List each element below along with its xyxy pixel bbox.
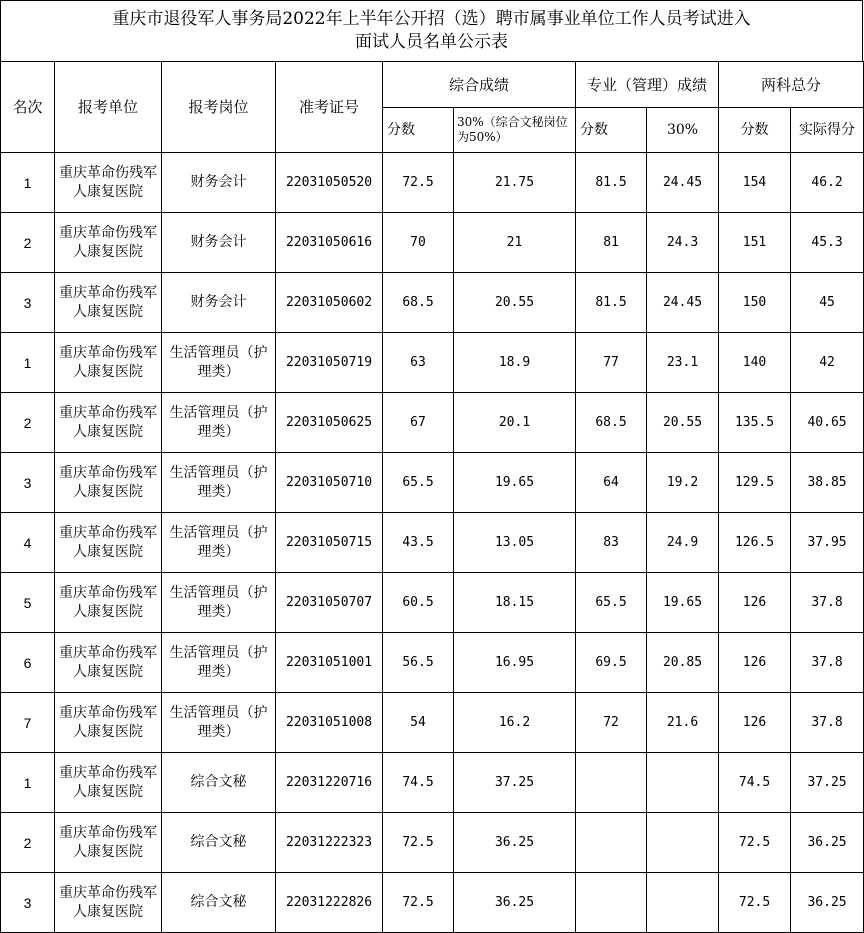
results-body: [1, 153, 864, 933]
cell-actual: 40.65: [791, 393, 864, 453]
cell-composite-score: 74.5: [383, 753, 454, 813]
cell-ticket: 22031050719: [276, 333, 383, 393]
cell-total-score: 154: [719, 153, 791, 213]
cell-rank: 1: [1, 333, 55, 393]
cell-unit: 重庆革命伤残军人康复医院: [55, 513, 162, 573]
cell-unit: 重庆革命伤残军人康复医院: [55, 873, 162, 933]
cell-ticket: 22031050520: [276, 153, 383, 213]
header-row-1: [1, 62, 864, 108]
cell-composite-pct: 13.05: [454, 513, 576, 573]
header-composite-score: 分数: [383, 108, 454, 153]
cell-actual: 38.85: [791, 453, 864, 513]
cell-professional-score: [576, 753, 647, 813]
header-professional: 专业（管理）成绩: [576, 62, 719, 108]
cell-total-score: 135.5: [719, 393, 791, 453]
header-composite-pct: 30%（综合文秘岗位为50%）: [454, 108, 576, 153]
cell-professional-pct: 20.55: [647, 393, 719, 453]
cell-composite-pct: 21.75: [454, 153, 576, 213]
cell-composite-pct: 37.25: [454, 753, 576, 813]
table-row: [1, 273, 864, 333]
header-composite: 综合成绩: [383, 62, 576, 108]
header-rank: 名次: [1, 62, 55, 153]
cell-composite-score: 43.5: [383, 513, 454, 573]
cell-actual: 42: [791, 333, 864, 393]
cell-composite-pct: 16.95: [454, 633, 576, 693]
cell-professional-score: 72: [576, 693, 647, 753]
cell-ticket: 22031050707: [276, 573, 383, 633]
cell-rank: 4: [1, 513, 55, 573]
cell-ticket: 22031050602: [276, 273, 383, 333]
cell-composite-score: 70: [383, 213, 454, 273]
cell-total-score: 140: [719, 333, 791, 393]
cell-professional-pct: 21.6: [647, 693, 719, 753]
cell-position: 财务会计: [162, 213, 276, 273]
cell-professional-pct: [647, 753, 719, 813]
table-row: [1, 693, 864, 753]
header-actual: 实际得分: [791, 108, 864, 153]
cell-actual: 36.25: [791, 873, 864, 933]
cell-total-score: 72.5: [719, 873, 791, 933]
cell-professional-score: 77: [576, 333, 647, 393]
cell-ticket: 22031050710: [276, 453, 383, 513]
cell-position: 生活管理员（护理类）: [162, 693, 276, 753]
cell-professional-pct: 24.9: [647, 513, 719, 573]
table-row: [1, 153, 864, 213]
results-table: [0, 61, 864, 933]
cell-rank: 5: [1, 573, 55, 633]
header-professional-score: 分数: [576, 108, 647, 153]
cell-ticket: 22031222826: [276, 873, 383, 933]
cell-professional-score: 65.5: [576, 573, 647, 633]
cell-rank: 3: [1, 453, 55, 513]
cell-ticket: 22031051001: [276, 633, 383, 693]
cell-position: 生活管理员（护理类）: [162, 333, 276, 393]
cell-professional-score: [576, 873, 647, 933]
cell-position: 财务会计: [162, 273, 276, 333]
cell-composite-score: 63: [383, 333, 454, 393]
cell-actual: 45.3: [791, 213, 864, 273]
cell-composite-score: 60.5: [383, 573, 454, 633]
cell-composite-pct: 20.55: [454, 273, 576, 333]
cell-ticket: 22031220716: [276, 753, 383, 813]
cell-position: 生活管理员（护理类）: [162, 513, 276, 573]
cell-unit: 重庆革命伤残军人康复医院: [55, 393, 162, 453]
cell-professional-pct: 23.1: [647, 333, 719, 393]
table-row: [1, 873, 864, 933]
cell-composite-pct: 18.9: [454, 333, 576, 393]
cell-professional-pct: [647, 873, 719, 933]
cell-composite-pct: 20.1: [454, 393, 576, 453]
cell-ticket: 22031222323: [276, 813, 383, 873]
table-row: [1, 633, 864, 693]
cell-position: 生活管理员（护理类）: [162, 633, 276, 693]
cell-professional-score: [576, 813, 647, 873]
cell-actual: 37.8: [791, 693, 864, 753]
cell-total-score: 126: [719, 633, 791, 693]
cell-composite-score: 72.5: [383, 153, 454, 213]
cell-unit: 重庆革命伤残军人康复医院: [55, 693, 162, 753]
cell-unit: 重庆革命伤残军人康复医院: [55, 753, 162, 813]
cell-total-score: 126.5: [719, 513, 791, 573]
header-total: 两科总分: [719, 62, 864, 108]
cell-ticket: 22031051008: [276, 693, 383, 753]
document-title: [0, 0, 863, 61]
cell-professional-pct: [647, 813, 719, 873]
cell-professional-score: 68.5: [576, 393, 647, 453]
cell-rank: 2: [1, 393, 55, 453]
cell-composite-pct: 21: [454, 213, 576, 273]
cell-professional-pct: 24.45: [647, 273, 719, 333]
cell-composite-pct: 19.65: [454, 453, 576, 513]
cell-total-score: 126: [719, 573, 791, 633]
cell-rank: 1: [1, 753, 55, 813]
cell-unit: 重庆革命伤残军人康复医院: [55, 813, 162, 873]
table-row: [1, 513, 864, 573]
cell-position: 财务会计: [162, 153, 276, 213]
cell-total-score: 126: [719, 693, 791, 753]
table-row: [1, 333, 864, 393]
cell-unit: 重庆革命伤残军人康复医院: [55, 153, 162, 213]
header-position: 报考岗位: [162, 62, 276, 153]
cell-professional-score: 81: [576, 213, 647, 273]
cell-position: 综合文秘: [162, 873, 276, 933]
cell-rank: 3: [1, 273, 55, 333]
header-unit: 报考单位: [55, 62, 162, 153]
table-row: [1, 213, 864, 273]
cell-unit: 重庆革命伤残军人康复医院: [55, 633, 162, 693]
table-row: [1, 573, 864, 633]
cell-rank: 7: [1, 693, 55, 753]
cell-unit: 重庆革命伤残军人康复医院: [55, 333, 162, 393]
cell-professional-score: 64: [576, 453, 647, 513]
cell-composite-score: 72.5: [383, 873, 454, 933]
title-line-1: 重庆市退役军人事务局2022年上半年公开招（选）聘市属事业单位工作人员考试进入: [112, 9, 751, 29]
cell-professional-pct: 24.3: [647, 213, 719, 273]
cell-position: 综合文秘: [162, 813, 276, 873]
cell-rank: 1: [1, 153, 55, 213]
cell-actual: 36.25: [791, 813, 864, 873]
cell-total-score: 151: [719, 213, 791, 273]
cell-professional-score: 81.5: [576, 273, 647, 333]
cell-position: 综合文秘: [162, 753, 276, 813]
cell-actual: 45: [791, 273, 864, 333]
cell-total-score: 150: [719, 273, 791, 333]
cell-rank: 3: [1, 873, 55, 933]
cell-composite-score: 65.5: [383, 453, 454, 513]
title-line-2: 面试人员名单公示表: [355, 32, 508, 52]
cell-position: 生活管理员（护理类）: [162, 453, 276, 513]
cell-composite-score: 67: [383, 393, 454, 453]
cell-professional-score: 81.5: [576, 153, 647, 213]
cell-professional-score: 69.5: [576, 633, 647, 693]
cell-composite-pct: 36.25: [454, 873, 576, 933]
cell-composite-pct: 16.2: [454, 693, 576, 753]
cell-composite-pct: 36.25: [454, 813, 576, 873]
header-total-score: 分数: [719, 108, 791, 153]
table-row: [1, 753, 864, 813]
cell-rank: 2: [1, 813, 55, 873]
cell-rank: 2: [1, 213, 55, 273]
cell-rank: 6: [1, 633, 55, 693]
cell-ticket: 22031050625: [276, 393, 383, 453]
table-row: [1, 393, 864, 453]
cell-actual: 37.95: [791, 513, 864, 573]
cell-composite-pct: 18.15: [454, 573, 576, 633]
cell-ticket: 22031050616: [276, 213, 383, 273]
cell-total-score: 129.5: [719, 453, 791, 513]
cell-total-score: 74.5: [719, 753, 791, 813]
cell-composite-score: 68.5: [383, 273, 454, 333]
cell-position: 生活管理员（护理类）: [162, 393, 276, 453]
table-row: [1, 813, 864, 873]
header-professional-pct: 30%: [647, 108, 719, 153]
cell-actual: 37.8: [791, 573, 864, 633]
cell-professional-pct: 20.85: [647, 633, 719, 693]
cell-position: 生活管理员（护理类）: [162, 573, 276, 633]
cell-unit: 重庆革命伤残军人康复医院: [55, 573, 162, 633]
cell-actual: 37.8: [791, 633, 864, 693]
cell-actual: 46.2: [791, 153, 864, 213]
cell-actual: 37.25: [791, 753, 864, 813]
cell-unit: 重庆革命伤残军人康复医院: [55, 273, 162, 333]
cell-total-score: 72.5: [719, 813, 791, 873]
cell-professional-pct: 19.2: [647, 453, 719, 513]
cell-unit: 重庆革命伤残军人康复医院: [55, 453, 162, 513]
cell-composite-score: 56.5: [383, 633, 454, 693]
cell-professional-pct: 24.45: [647, 153, 719, 213]
cell-ticket: 22031050715: [276, 513, 383, 573]
cell-unit: 重庆革命伤残军人康复医院: [55, 213, 162, 273]
cell-composite-score: 54: [383, 693, 454, 753]
header-ticket: 准考证号: [276, 62, 383, 153]
cell-professional-score: 83: [576, 513, 647, 573]
cell-composite-score: 72.5: [383, 813, 454, 873]
table-row: [1, 453, 864, 513]
cell-professional-pct: 19.65: [647, 573, 719, 633]
